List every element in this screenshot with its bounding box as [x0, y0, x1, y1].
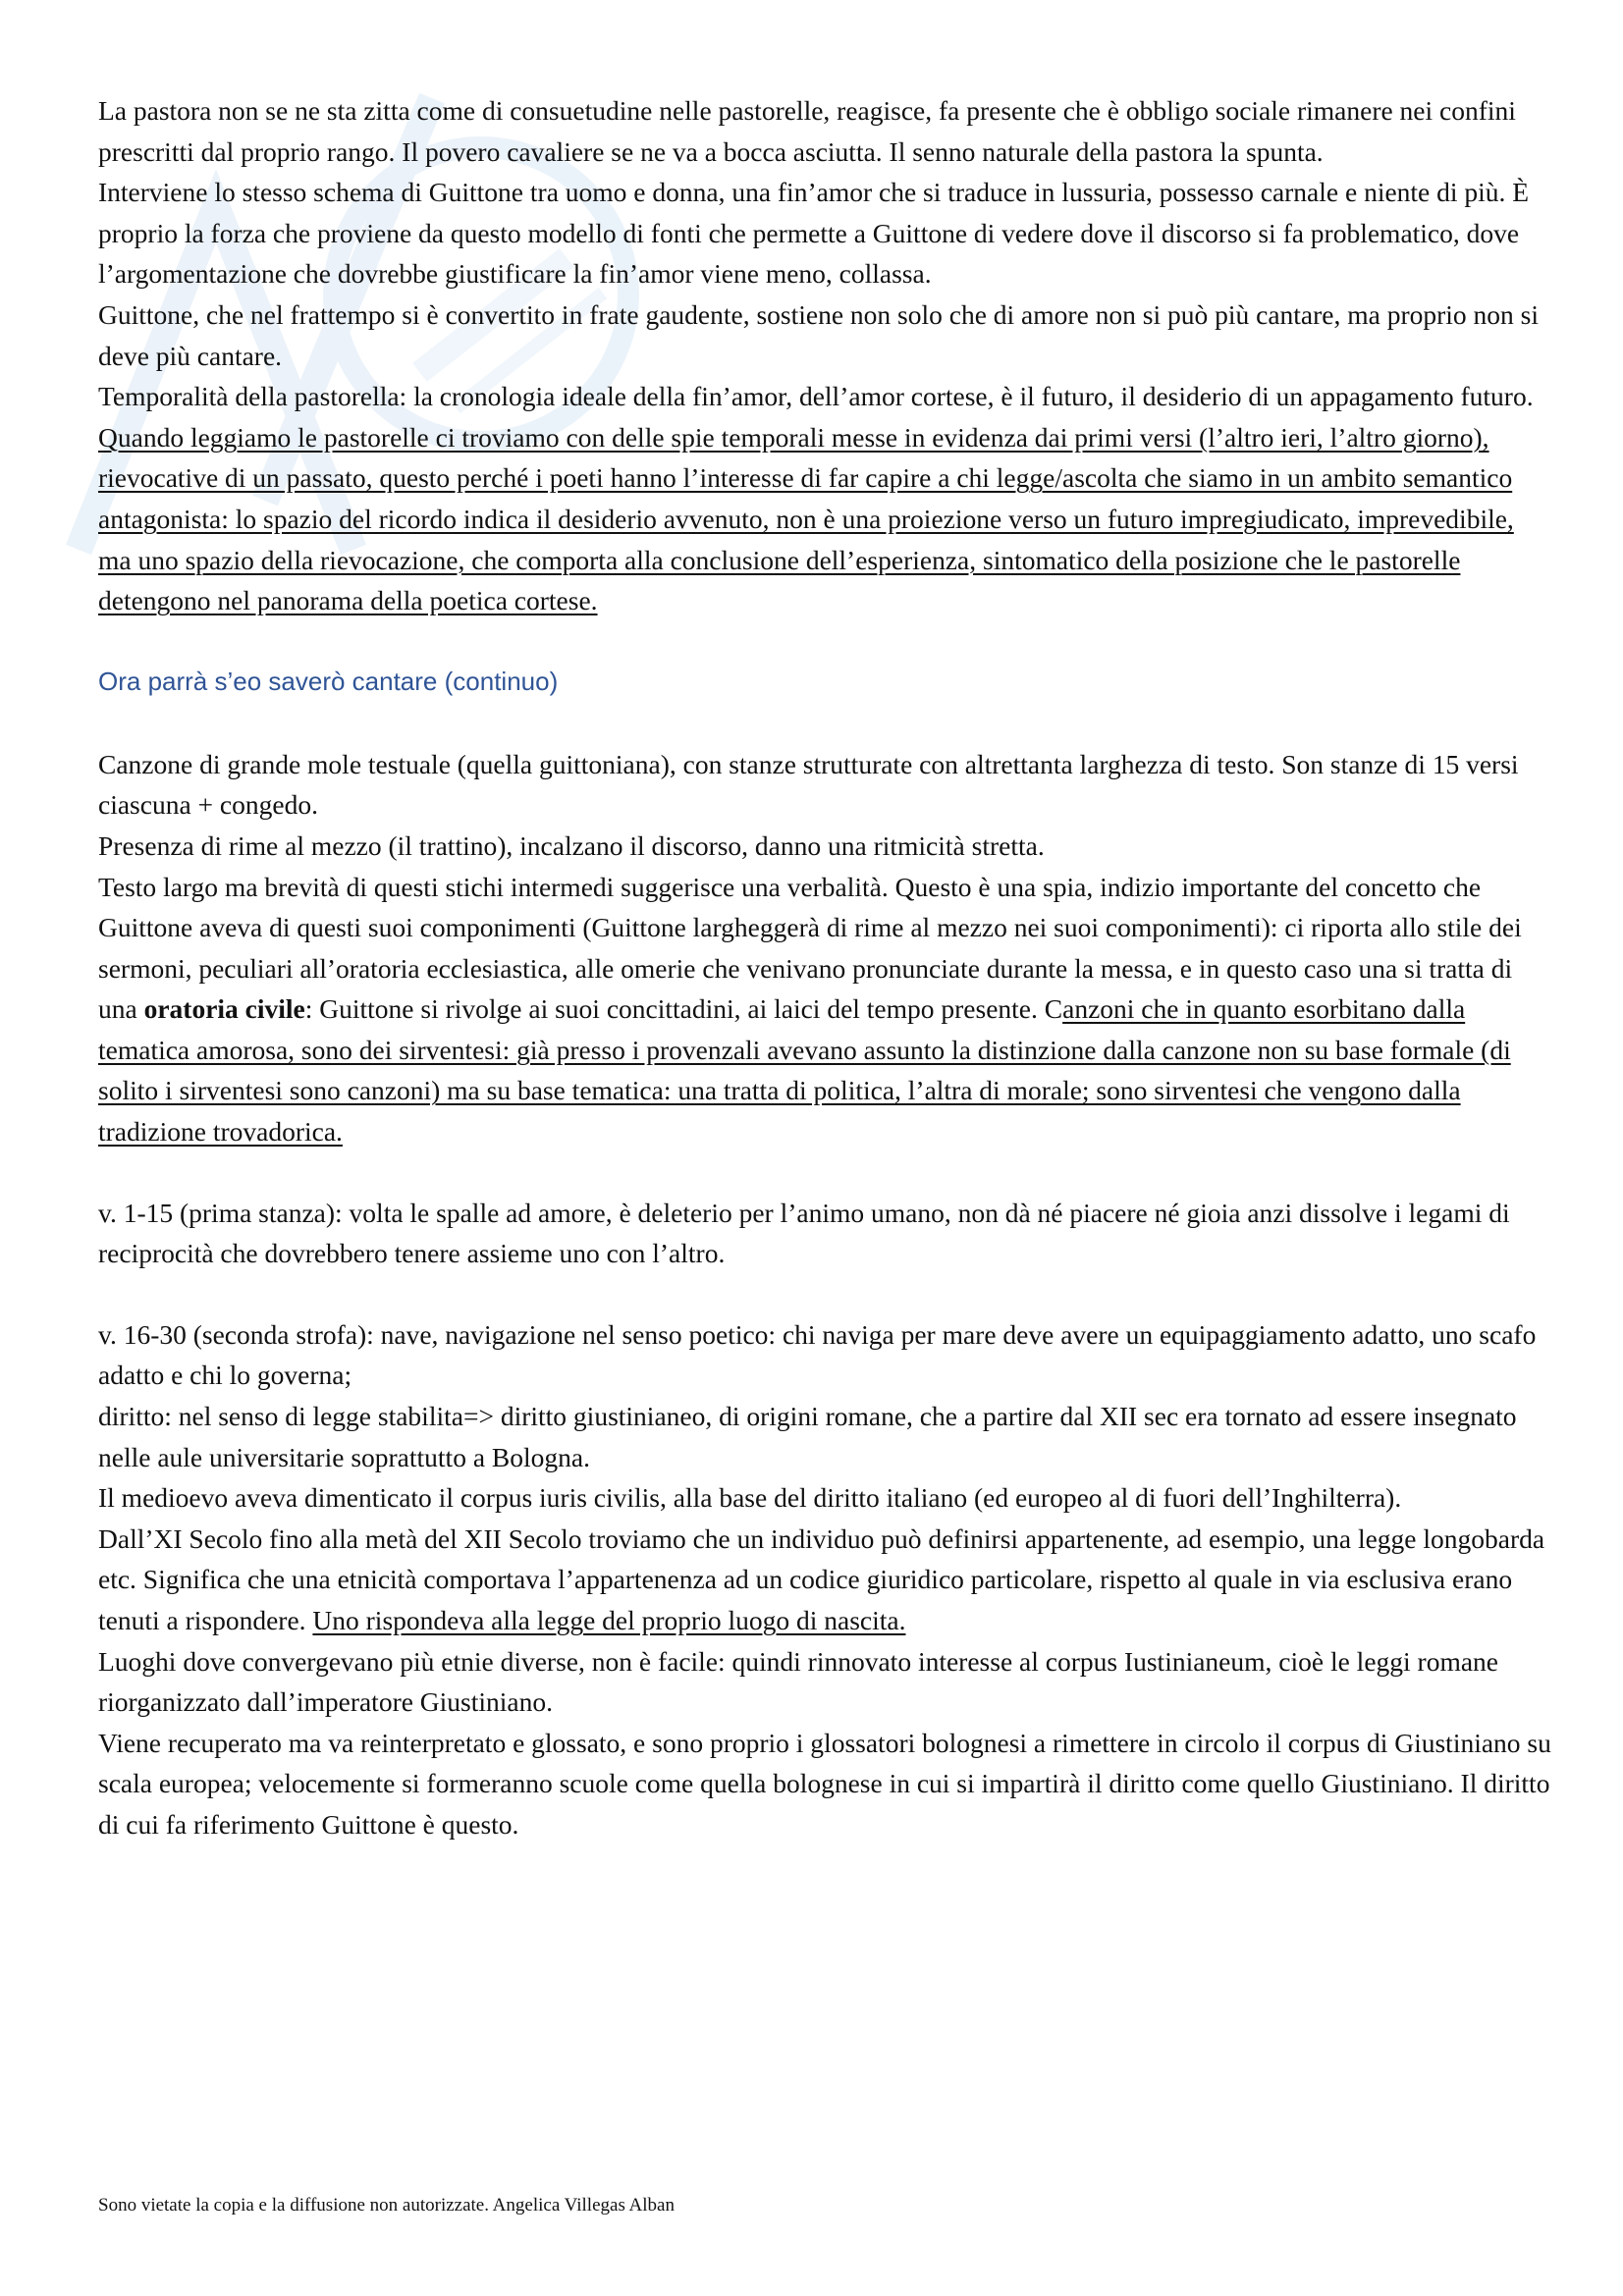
spacer	[98, 1152, 1551, 1193]
paragraph: Viene recuperato ma va reinterpretato e glossato, e sono proprio i glossatori bolognesi a rimettere in circolo il corpus di Giustiniano su scala europea; velocemente si formeranno scuole come quella bolognese in cui si impartirà il diritto come quello Giustiniano. Il diritto di cui fa riferimento Guittone è questo.	[98, 1727, 1551, 1840]
section-heading: Ora parrà s’eo saverò cantare (continuo)	[98, 666, 559, 696]
paragraph-mixed	[98, 867, 1551, 1152]
paragraph: Luoghi dove convergevano più etnie diverse, non è facile: quindi rinnovato interesse al corpus Iustinianeum, cioè le leggi romane riorganizzato dall’imperatore Giustiniano.	[98, 1645, 1498, 1718]
page-footer: Sono vietate la copia e la diffusione non autorizzate. Angelica Villegas Alban	[98, 2195, 675, 2216]
text-run: Dall’XI Secolo fino alla metà del XII Secolo troviamo che un individuo può definirsi appartenente, ad esempio, una legge longobarda etc. Significa che una etnicità comportava l’appartenenza ad un codice giuridico particolare, rispetto al quale in via esclusiva erano tenuti a rispondere.	[98, 1522, 1545, 1635]
underlined-run: anzoni che in quanto esorbitano dalla tematica amorosa, sono dei sirventesi: già presso i provenzali avevano assunto la distinzione dalla canzone non su base formale (di solito i sirventesi sono canzoni) ma su base tematica: una tratta di politica, l’altra di morale; sono sirventesi che vengono dalla tradizione trovadorica.	[98, 993, 1511, 1148]
paragraph: La pastora non se ne sta zitta come di consuetudine nelle pastorelle, reagisce, fa presente che è obbligo sociale rimanere nei confini prescritti dal proprio rango. Il povero cavaliere se ne va a bocca asciutta. Il senno naturale della pastora la spunta.	[98, 95, 1516, 167]
paragraph: Guittone, che nel frattempo si è convertito in frate gaudente, sostiene non solo che di amore non si può più cantare, ma proprio non si deve più cantare.	[98, 298, 1540, 371]
paragraph: Temporalità della pastorella: la cronologia ideale della fin’amor, dell’amor cortese, è il futuro, il desiderio di un appagamento futuro.	[98, 381, 1534, 412]
paragraph: Il medioevo aveva dimenticato il corpus iuris civilis, alla base del diritto italiano (ed europeo al di fuori dell’Inghilterra).	[98, 1482, 1402, 1514]
document-body	[98, 90, 1551, 1845]
text-run: Testo largo ma brevità di questi stichi intermedi suggerisce una verbalità. Questo è una spia, indizio importante del concetto che Guittone aveva di questi suoi componimenti (Guittone largheggerà di rime al mezzo nei suoi componimenti): ci riporta allo stile dei sermoni, peculiari all’oratoria ecclesiastica, alle omerie che venivano pronunciate durante la messa, e in questo caso una si tratta di una	[98, 871, 1522, 1025]
paragraph: Canzone di grande mole testuale (quella guittoniana), con stanze strutturate con altrettanta larghezza di testo. Son stanze di 15 versi ciascuna + congedo.	[98, 748, 1519, 821]
spacer	[98, 1274, 1551, 1314]
paragraph-underlined: Quando leggiamo le pastorelle ci troviamo con delle spie temporali messe in evidenza dai primi versi (l’altro ieri, l’altro giorno), rievocative di un passato, questo perché i poeti hanno l’interesse di far capire a chi legge/ascolta che siamo in un ambito semantico antagonista: lo spazio del ricordo indica il desiderio avvenuto, non è una proiezione verso un futuro impregiudicato, imprevedibile, ma uno spazio della rievocazione, che comporta alla conclusione dell’esperienza, sintomatico della posizione che le pastorelle detengono nel panorama della poetica cortese.	[98, 421, 1514, 616]
paragraph: v. 1-15 (prima stanza): volta le spalle ad amore, è deleterio per l’animo umano, non dà né piacere né gioia anzi dissolve i legami di reciprocità che dovrebbero tenere assieme uno con l’altro.	[98, 1197, 1510, 1269]
bold-term: oratoria civile	[143, 993, 305, 1025]
underlined-run: Uno rispondeva alla legge del proprio luogo di nascita.	[312, 1605, 906, 1635]
paragraph: v. 16-30 (seconda strofa): nave, navigazione nel senso poetico: chi naviga per mare deve avere un equipaggiamento adatto, uno scafo adatto e chi lo governa;	[98, 1318, 1537, 1391]
text-run: : Guittone si rivolge ai suoi concittadini, ai laici del tempo presente. C	[304, 993, 1063, 1025]
paragraph: Presenza di rime al mezzo (il trattino), incalzano il discorso, danno una ritmicità stretta.	[98, 829, 1045, 861]
paragraph: Interviene lo stesso schema di Guittone tra uomo e donna, una fin’amor che si traduce in lussuria, possesso carnale e niente di più. È proprio la forza che proviene da questo modello di fonti che permette a Guittone di vedere dove il discorso si fa problematico, dove l’argomentazione che dovrebbe giustificare la fin’amor viene meno, collassa.	[98, 177, 1530, 290]
paragraph-mixed	[98, 1519, 1551, 1641]
paragraph: diritto: nel senso di legge stabilita=> diritto giustinianeo, di origini romane, che a partire dal XII sec era tornato ad essere insegnato nelle aule universitarie soprattutto a Bologna.	[98, 1401, 1517, 1472]
